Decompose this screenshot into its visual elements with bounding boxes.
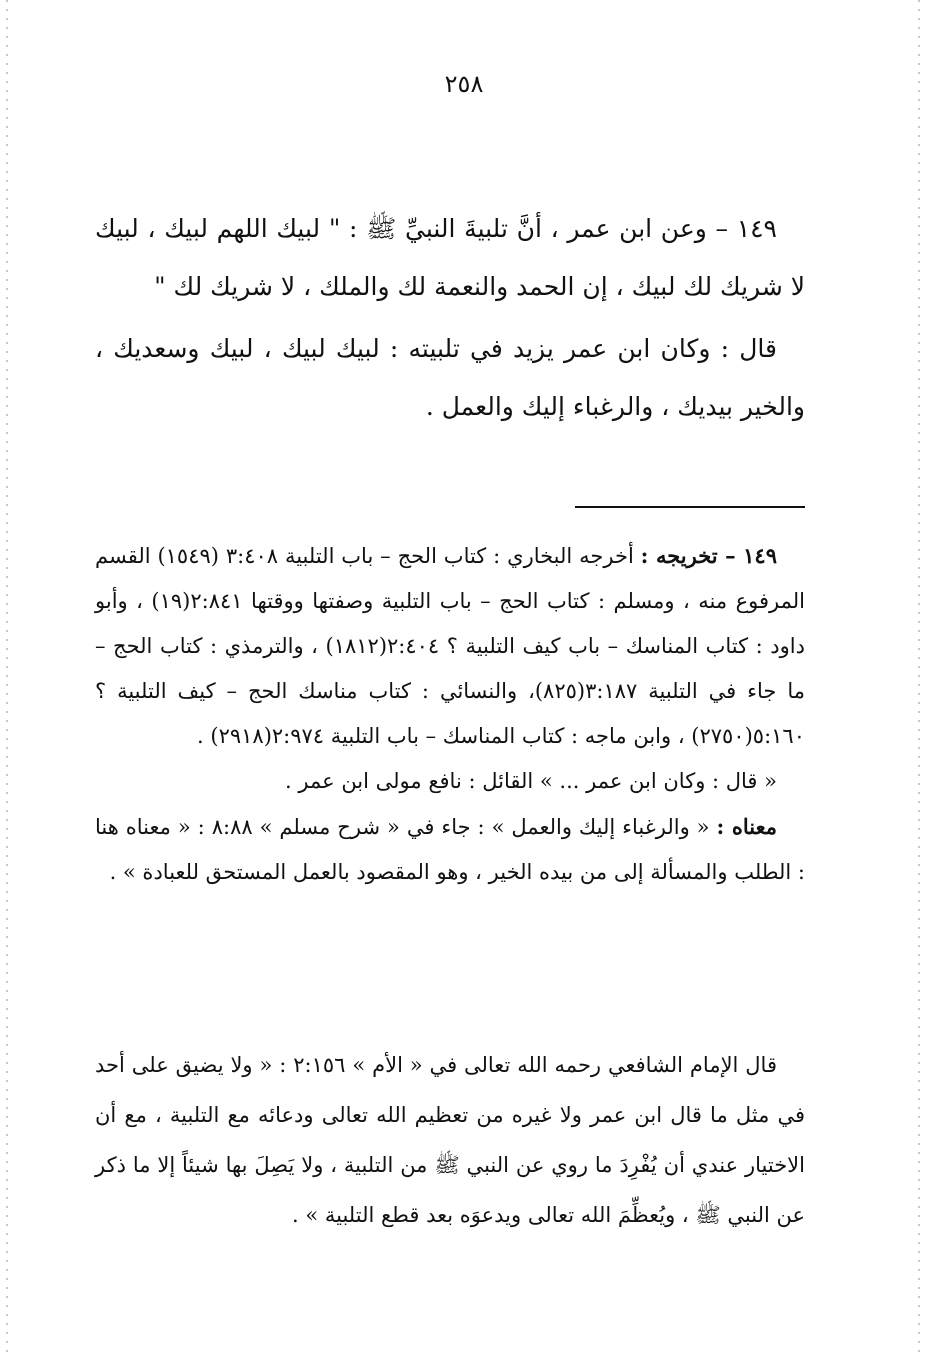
hadith-text	[95, 200, 805, 436]
takhrij-paragraph	[95, 533, 805, 759]
shafii-paragraph: قال الإمام الشافعي رحمه الله تعالى في « الأم » ٢:١٥٦ : « ولا يضيق على أحد في مثل ما قال ابن عمر ولا غيره من تعظيم الله تعالى ودعائه مع التلبية ، مع أن الاختيار عندي أن يُفْرِدَ ما روي عن النبي ﷺ من التلبية ، ولا يَصِلَ بها شيئاً إلا ما ذكر عن النبي ﷺ ، ويُعظِّمَ الله تعالى ويدعوَه بعد قطع التلبية » .	[95, 1053, 805, 1227]
meaning-label: معناه :	[716, 814, 777, 839]
meaning-paragraph	[95, 804, 805, 895]
footnote-divider	[575, 506, 805, 508]
footnotes	[95, 533, 805, 895]
qail-line: « قال : وكان ابن عمر ... » القائل : نافع مولى ابن عمر .	[285, 769, 777, 793]
scan-edge-left	[6, 0, 8, 1359]
shafii-commentary	[95, 1040, 805, 1240]
hadith-addition-paragraph: قال : وكان ابن عمر يزيد في تلبيته : لبيك لبيك ، لبيك وسعديك ، والخير بيديك ، والرغباء إليك والعمل .	[95, 334, 805, 421]
meaning-text: « والرغباء إليك والعمل » : جاء في « شرح مسلم » ٨:٨٨ : « معناه هنا : الطلب والمسألة إلى من بيده الخير ، وهو المقصود بالعمل المستحق للعبادة » .	[95, 815, 805, 884]
page-number: ٢٥٨	[444, 70, 484, 98]
hadith-paragraph: ١٤٩ – وعن ابن عمر ، أنَّ تلبيةَ النبيِّ ﷺ : " لبيك اللهم لبيك ، لبيك لا شريك لك لبيك ، إن الحمد والنعمة لك والملك ، لا شريك لك "	[95, 214, 805, 301]
takhrij-label: ١٤٩ – تخريجه :	[640, 543, 777, 568]
scan-edge-right	[918, 0, 920, 1359]
takhrij-text: أخرجه البخاري : كتاب الحج – باب التلبية ٣:٤٠٨ (١٥٤٩) القسم المرفوع منه ، ومسلم : كتاب الحج – باب التلبية وصفتها ووقتها ٢:٨٤١(١٩) ، وأبو داود : كتاب المناسك – باب كيف التلبية ؟ ٢:٤٠٤(١٨١٢) ، والترمذي : كتاب الحج – ما جاء في التلبية ٣:١٨٧(٨٢٥)، والنسائي : كتاب مناسك الحج – كيف التلبية ؟ ٥:١٦٠(٢٧٥٠) ، وابن ماجه : كتاب المناسك – باب التلبية ٢:٩٧٤(٢٩١٨) .	[95, 544, 805, 748]
